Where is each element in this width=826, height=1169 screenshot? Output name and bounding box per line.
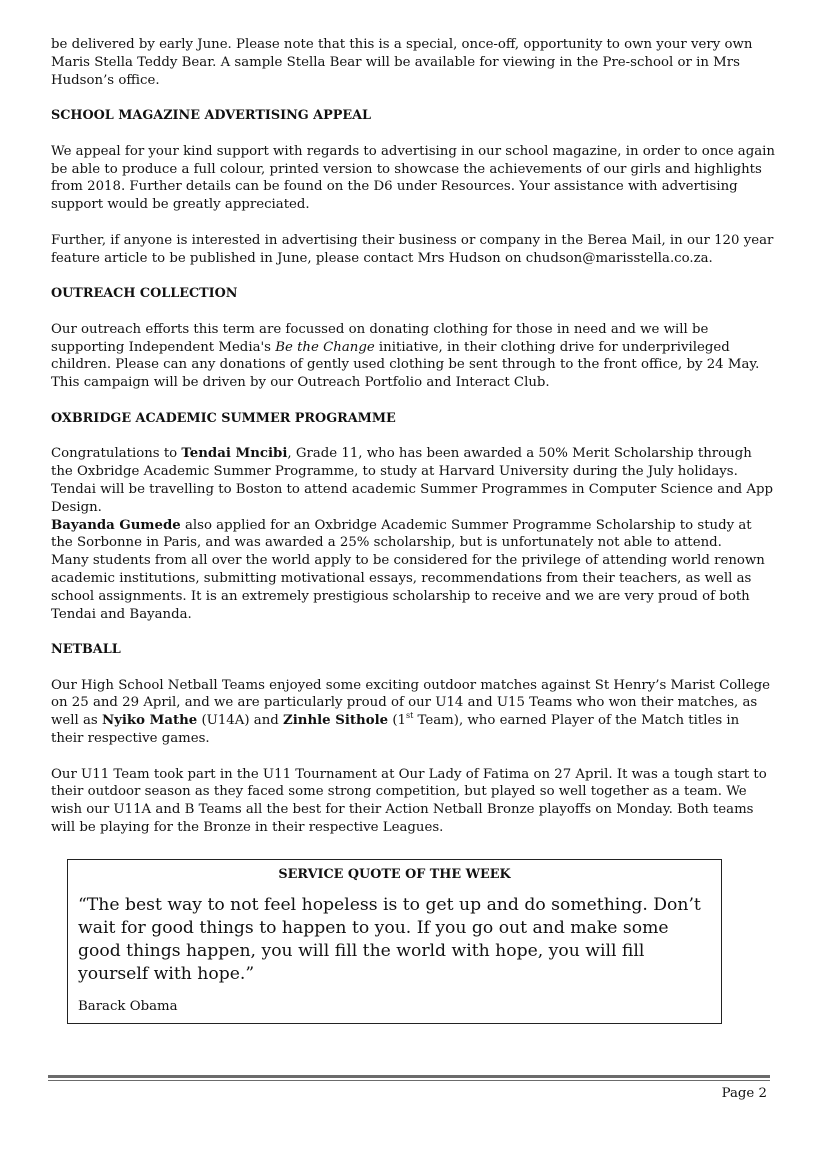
- outreach-heading: OUTREACH COLLECTION: [51, 286, 238, 302]
- footer-divider: [48, 1075, 770, 1081]
- quote-text: “The best way to not feel hopeless is to get up and do something. Don’t wait for good things to happen to you. If you go out and make some good things happen, you will fill the world with hope, you will fill yourself with hope.”: [78, 895, 701, 984]
- be-the-change-initiative: Be the Change: [275, 339, 375, 355]
- magazine-paragraph-1: We appeal for your kind support with regards to advertising in our school magazine, in order to once again be able to produce a full colour, printed version to showcase the achievements of our girls and highlights from 2018. Further details can be found on the D6 under Resources. Your assistance with advertising support would be greatly appreciated.: [51, 143, 775, 213]
- magazine-heading: SCHOOL MAGAZINE ADVERTISING APPEAL: [51, 108, 372, 124]
- oxbridge-congrats-prefix: Congratulations to: [51, 446, 182, 462]
- footer-rule-thin: [48, 1080, 770, 1081]
- student-name-tendai: Tendai Mncibi: [181, 446, 288, 462]
- quote-box-title: SERVICE QUOTE OF THE WEEK: [278, 867, 511, 882]
- oxbridge-paragraph: [51, 445, 775, 623]
- student-name-bayanda: Bayanda Gumede: [51, 517, 181, 533]
- player-name-zinhle: Zinhle Sithole: [283, 713, 389, 729]
- oxbridge-bayanda-text: also applied for an Oxbridge Academic Summer Programme Scholarship to study at the Sorbonne in Paris, and was awarded a 25% scholarship, but is unfortunately not able to attend.: [51, 517, 752, 551]
- ordinal-superscript: st: [405, 710, 414, 720]
- netball-player2-team-open: (1: [388, 713, 406, 729]
- service-quote-box: [67, 859, 722, 1024]
- oxbridge-closing-text: Many students from all over the world apply to be considered for the privilege of attending world renown academic institutions, submitting motivational essays, recommendations from their teachers, as well as school assignments. It is an extremely prestigious scholarship to receive and we are very proud of both Tendai and Bayanda.: [51, 553, 765, 622]
- intro-continuation-paragraph: be delivered by early June. Please note that this is a special, once-off, opportunity to own your very own Maris Stella Teddy Bear. A sample Stella Bear will be available for viewing in the Pre-school or in Mrs Hudson’s office.: [51, 37, 753, 88]
- netball-para1-start: Our High School Netball Teams enjoyed some exciting outdoor matches against St Henry’s Marist College on 25 and 29 April, and we are particularly proud of our U14 and U15 Teams who won their matches, as well as: [51, 677, 771, 729]
- page-number: Page 2: [721, 1086, 767, 1101]
- oxbridge-congrats-rest: , Grade 11, who has been awarded a 50% Merit Scholarship through the Oxbridge Academic Summer Programme, to study at Harvard University during the July holidays. Tendai will be travelling to Boston to attend academic Summer Programmes in Computer Science and App Design.: [51, 446, 774, 515]
- outreach-text-before: Our outreach efforts this term are focussed on donating clothing for those in need and we will be supporting Independent Media's: [51, 321, 709, 355]
- netball-player2-team-close: Team), who earned Player of the Match titles in their respective games.: [51, 713, 740, 747]
- netball-paragraph-2: Our U11 Team took part in the U11 Tournament at Our Lady of Fatima on 27 April. It was a tough start to their outdoor season as they faced some strong competition, but played so well together as a team. We wish our U11A and B Teams all the best for their Action Netball Bronze playoffs on Monday. Both teams will be playing for the Bronze in their respective Leagues.: [51, 766, 767, 836]
- netball-heading: NETBALL: [51, 642, 121, 658]
- footer-rule-thick: [48, 1075, 770, 1078]
- outreach-paragraph: [51, 321, 775, 392]
- oxbridge-heading: OXBRIDGE ACADEMIC SUMMER PROGRAMME: [51, 410, 396, 426]
- netball-player1-team: (U14A) and: [197, 713, 284, 729]
- player-name-nyiko: Nyiko Mathe: [101, 713, 198, 729]
- netball-paragraph-1: [51, 677, 775, 748]
- magazine-paragraph-2: Further, if anyone is interested in advertising their business or company in the Berea Mail, in our 120 year feature article to be published in June, please contact Mrs Hudson on chudson@marisstella.co.za.: [51, 232, 774, 266]
- quote-author: Barack Obama: [78, 999, 178, 1014]
- page-content: [51, 36, 775, 855]
- outreach-text-after: initiative, in their clothing drive for underprivileged children. Please can any donations of gently used clothing be sent through to the front office, by 24 May. This campaign will be driven by our Outreach Portfolio and Interact Club.: [51, 339, 760, 391]
